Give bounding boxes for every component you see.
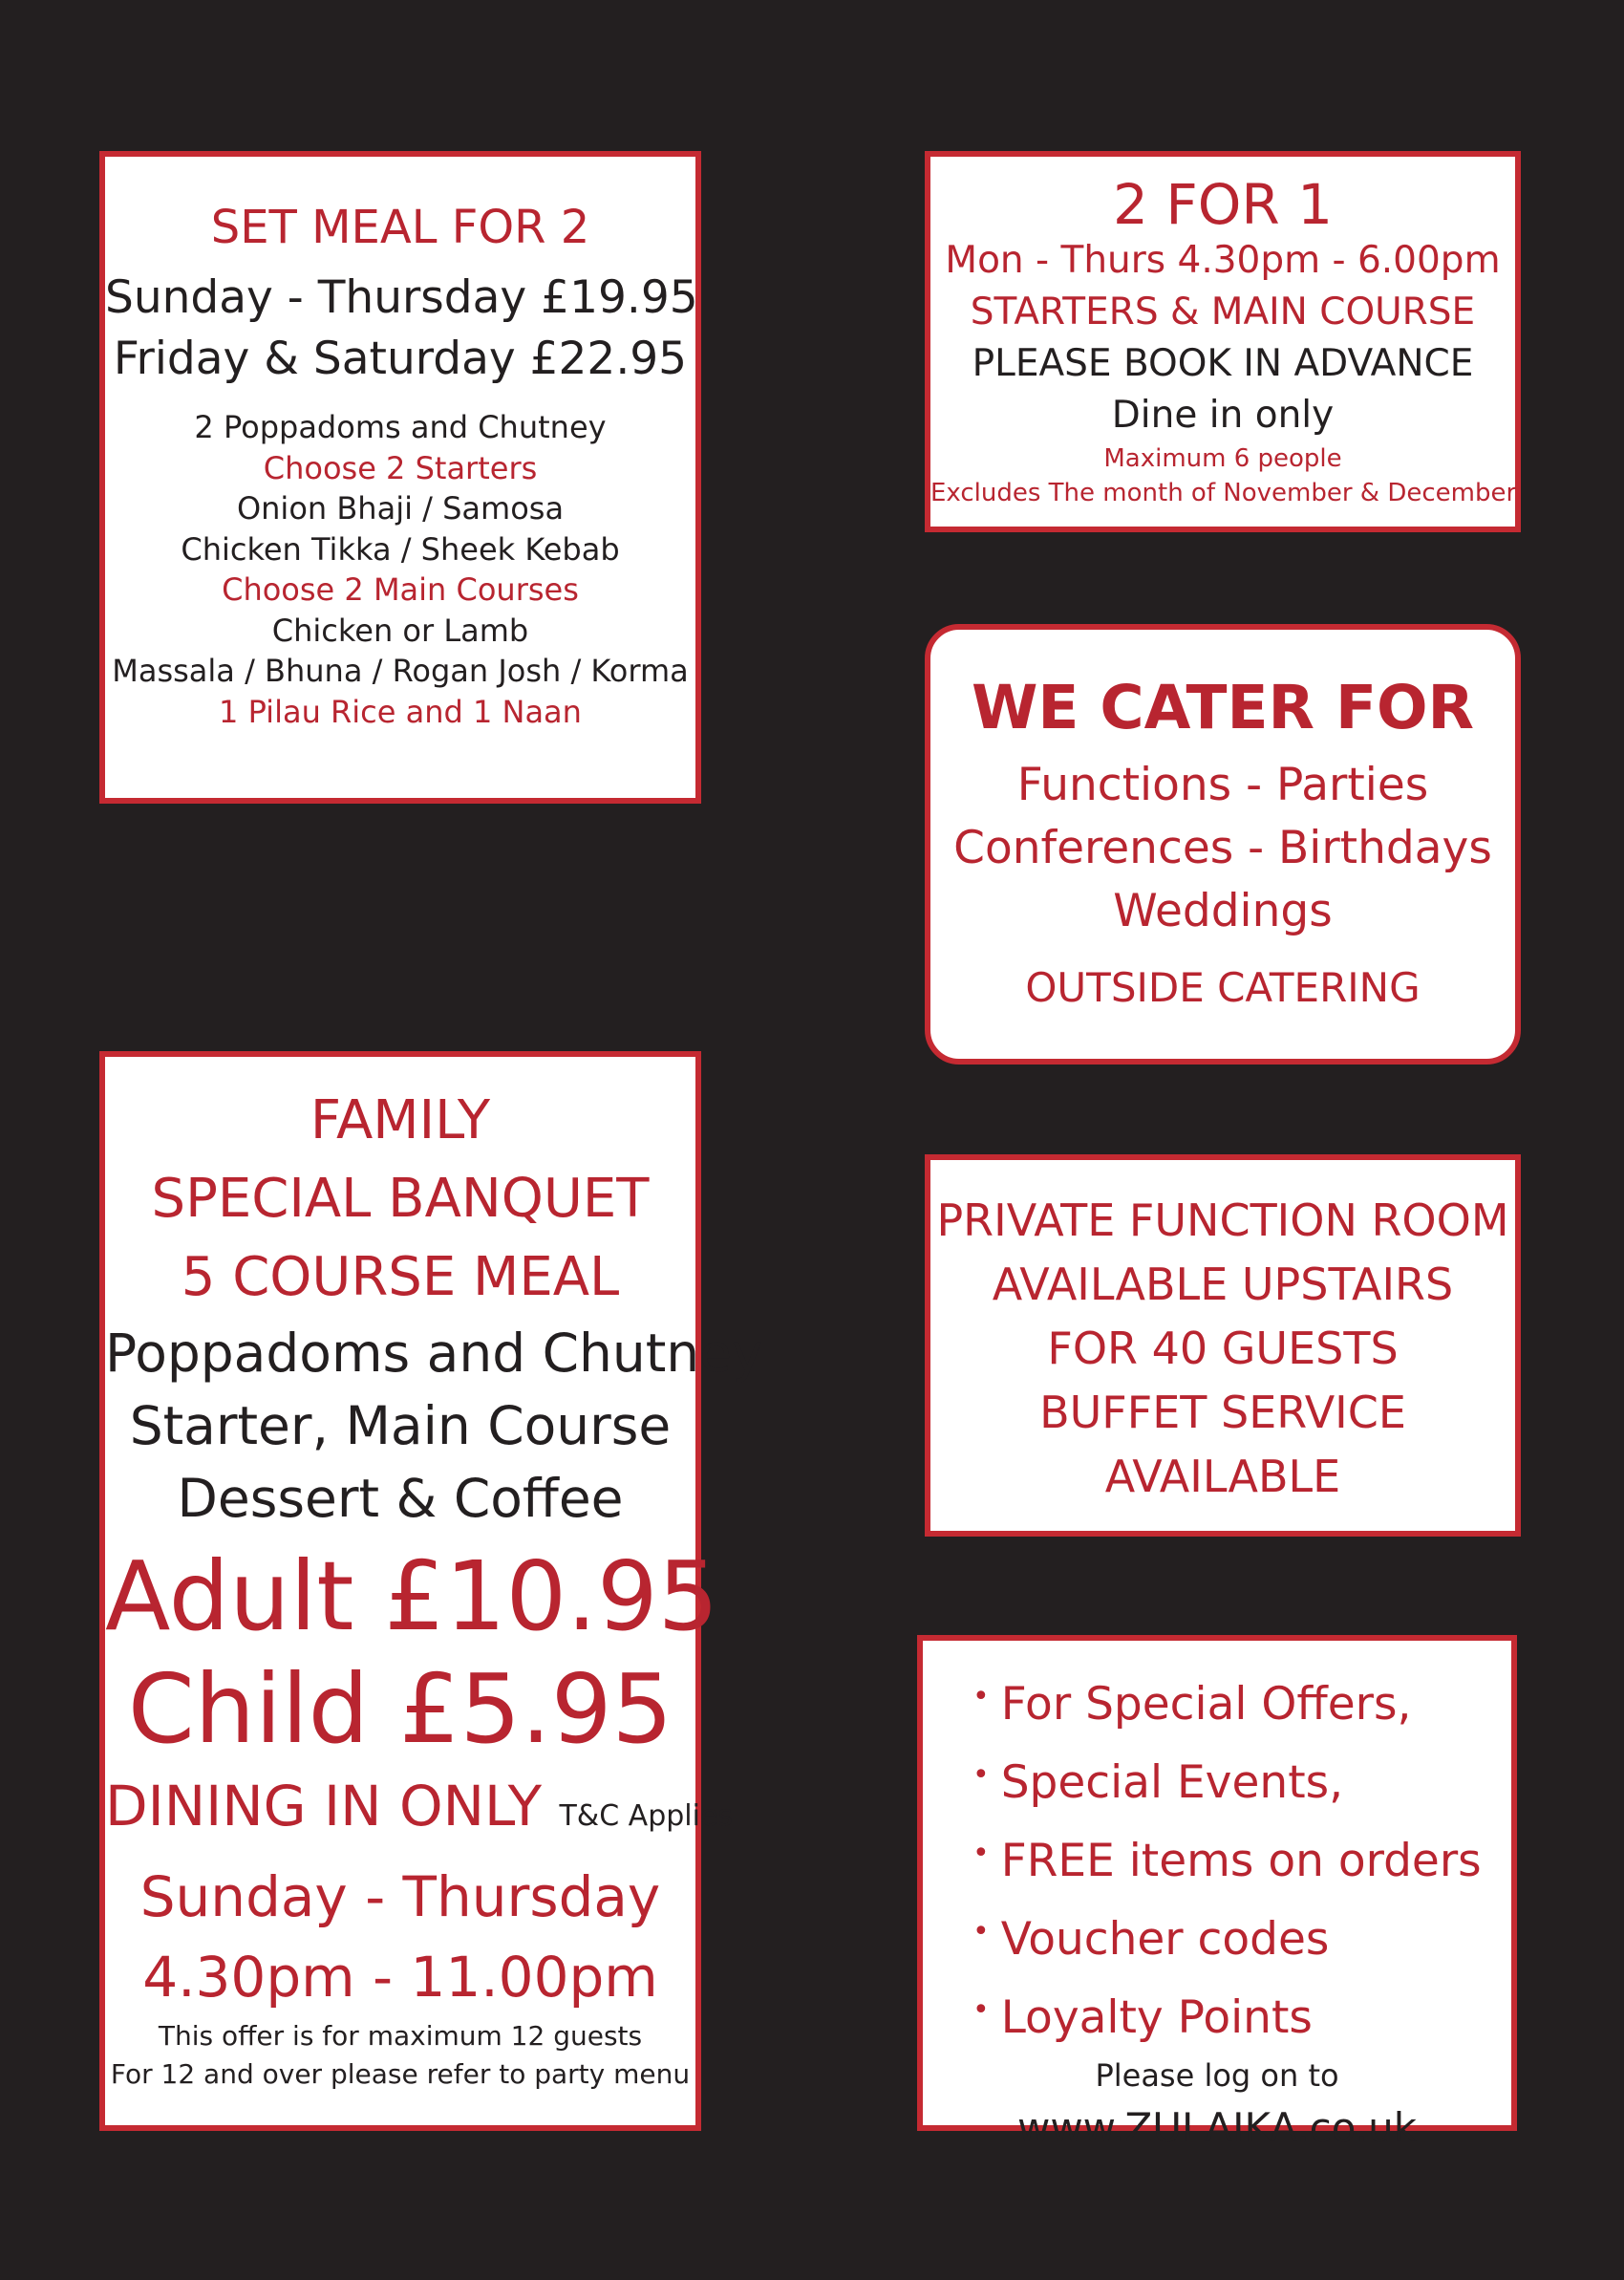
family-heading: SPECIAL BANQUET [151,1168,650,1230]
offers-list [972,1662,1511,2054]
two-for-one-title: 2 FOR 1 [1113,172,1333,237]
offer-item: • For Special Offers, [972,1662,1511,1740]
two-for-one-book: PLEASE BOOK IN ADVANCE [972,342,1474,385]
set-meal-price-weekday: Sunday - Thursday £19.95 [105,271,698,324]
offer-item: • FREE items on orders [972,1818,1511,1897]
private-room-line: FOR 40 GUESTS [1047,1323,1399,1374]
offer-item: • Voucher codes [972,1897,1511,1975]
catering-line: Weddings [1113,885,1333,937]
set-meal-item: Chicken Tikka / Sheek Kebab [181,530,620,568]
family-detail: Poppadoms and Chutney [105,1323,763,1384]
dining-in-only [105,1766,734,1857]
catering-title: WE CATER FOR [971,673,1475,742]
family-banquet-panel [99,1051,763,2131]
website-link[interactable]: www.ZULAIKA.co.uk [1016,2104,1418,2151]
family-note: For 12 and over please refer to party menu [110,2058,691,2090]
two-for-one-times: Mon - Thurs 4.30pm - 6.00pm [945,239,1501,282]
private-room-line: AVAILABLE [1104,1451,1341,1502]
private-room-line: PRIVATE FUNCTION ROOM [936,1194,1509,1246]
outside-catering: OUTSIDE CATERING [1025,964,1421,1011]
set-meal-item: Onion Bhaji / Samosa [236,490,565,527]
set-meal-item: Choose 2 Main Courses [222,571,579,608]
two-for-one-dine: Dine in only [1111,394,1335,437]
two-for-one-panel [925,151,1521,532]
terms-note: T&C Applies [559,1799,734,1833]
family-detail: Starter, Main Course [129,1395,672,1456]
family-hours: 4.30pm - 11.00pm [142,1945,658,2010]
catering-line: Functions - Parties [1016,759,1429,811]
family-note: This offer is for maximum 12 guests [158,2020,643,2052]
dining-in-only-text: DINING IN ONLY [105,1774,543,1839]
family-heading: 5 COURSE MEAL [181,1246,620,1308]
set-meal-title: SET MEAL FOR 2 [210,201,590,254]
offer-item: • Special Events, [972,1740,1511,1818]
private-room-line: BUFFET SERVICE [1039,1387,1406,1438]
family-detail: Dessert & Coffee [177,1468,624,1529]
set-meal-item: Choose 2 Starters [263,449,538,486]
set-meal-price-weekend: Friday & Saturday £22.95 [113,333,688,385]
set-meal-item: 2 Poppadoms and Chutney [194,409,607,445]
catering-panel [925,624,1521,1065]
private-room-line: AVAILABLE UPSTAIRS [992,1258,1454,1310]
offer-item: • Loyalty Points [972,1975,1511,2054]
set-meal-item: Chicken or Lamb [271,612,529,649]
adult-price: Adult £10.95 [105,1540,719,1652]
two-for-one-excludes: Excludes The month of November & December [930,479,1517,507]
set-meal-panel [99,151,701,804]
set-meal-items [105,407,695,732]
child-price: Child £5.95 [127,1653,673,1765]
family-heading: FAMILY [310,1089,491,1151]
catering-line: Conferences - Birthdays [953,822,1492,874]
offers-panel [917,1635,1517,2151]
two-for-one-max: Maximum 6 people [1103,444,1342,473]
two-for-one-courses: STARTERS & MAIN COURSE [970,290,1476,333]
set-meal-item: Massala / Bhuna / Rogan Josh / Korma [112,653,689,689]
family-days: Sunday - Thursday [139,1864,661,1929]
log-on-text: Please log on to [1095,2057,1339,2094]
set-meal-item: 1 Pilau Rice and 1 Naan [219,693,582,730]
private-room-panel [925,1154,1521,1537]
